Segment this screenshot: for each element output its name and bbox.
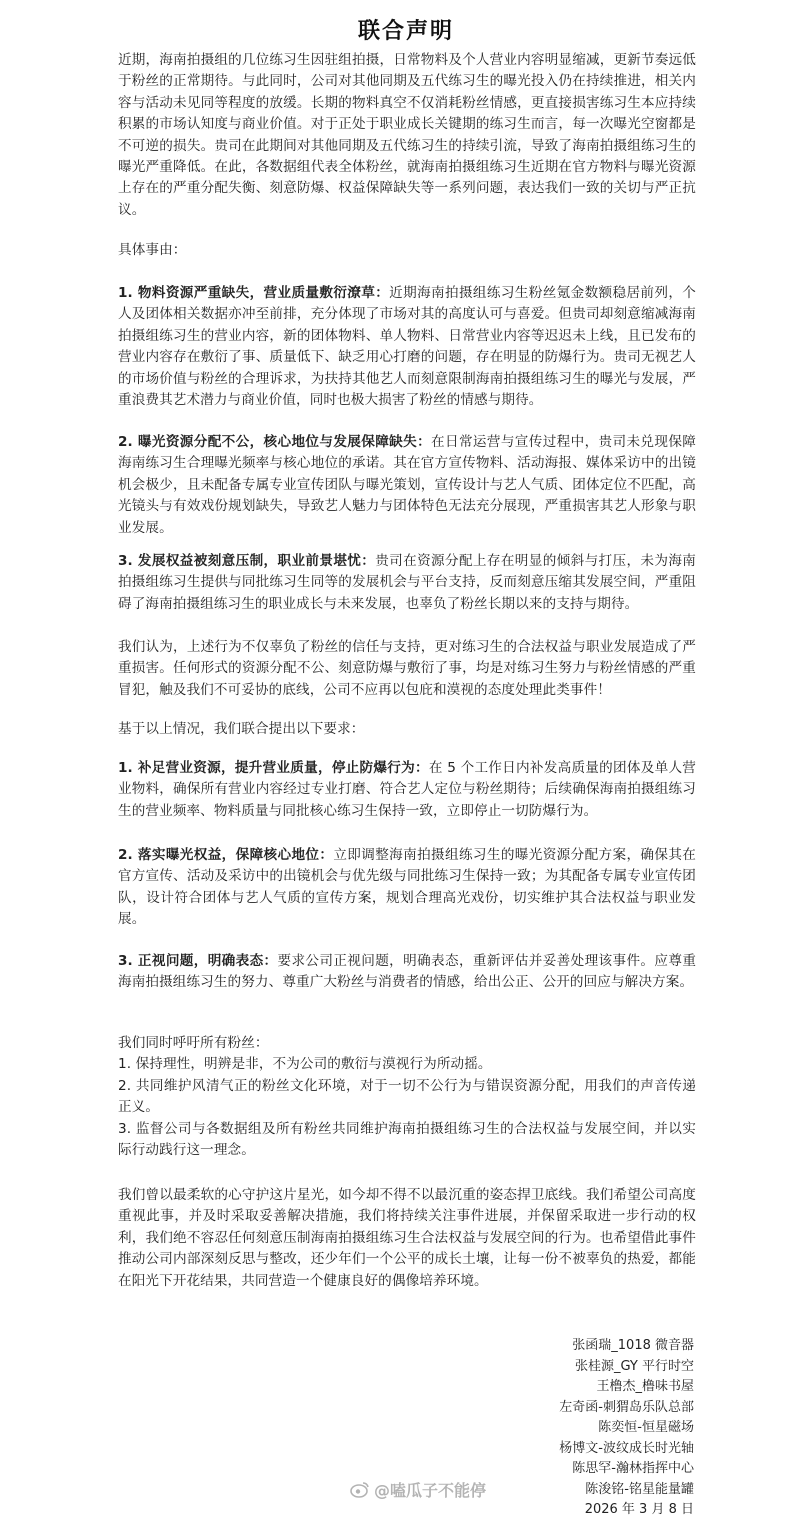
position-paragraph: 我们认为，上述行为不仅辜负了粉丝的信任与支持，更对练习生的合法权益与职业发展造成了严重损害。任何形式的资源分配不公、刻意防爆与敷衍了事，均是对练习生努力与粉丝情感的严重冒犯，触及我们不可妥协的底线，公司不应再以包庇和漠视的态度处理此类事件！ (118, 639, 696, 698)
statement-date: 2026 年 3 月 8 日 (584, 1502, 694, 1517)
signatory-7: 陈思罕-瀚林指挥中心 (572, 1461, 694, 1476)
weibo-logo-icon (350, 1480, 370, 1498)
signatory-3: 王橹杰_橹味书屋 (596, 1379, 694, 1394)
reason-1-body: 近期海南拍摄组练习生粉丝氪金数额稳居前列，个人及团体相关数据亦冲至前排，充分体现了市场对其的高度认可与喜爱。但贵司却刻意缩减海南拍摄组练习生的营业内容，新的团体物料、单人物料、日常营业内容等迟迟未上线，且已发布的营业内容存在敷衍了事、质量低下、缺乏用心打磨的问题，存在明显的防爆行为。贵司无视艺人的市场价值与粉丝的合理诉求，为扶持其他艺人而刻意限制海南拍摄组练习生的曝光与发展，严重浪费其艺术潜力与商业价值，同时也极大损害了粉丝的情感与期待。 (118, 285, 696, 409)
reason-3-lead: 3. 发展权益被刻意压制，职业前景堪忧： (118, 553, 376, 569)
reason-3-body: 贵司在资源分配上存在明显的倾斜与打压，未为海南拍摄组练习生提供与同批练习生同等的发展机会与平台支持，反而刻意压缩其发展空间，严重阻碍了海南拍摄组练习生的职业成长与未来发展，也辜负了粉丝长期以来的支持与期待。 (118, 553, 696, 612)
appeal-item-3: 3. 监督公司与各数据组及所有粉丝共同维护海南拍摄组练习生的合法权益与发展空间，并以实际行动践行这一理念。 (118, 1120, 696, 1159)
reason-2-body: 在日常运营与宣传过程中，贵司未兑现保障海南练习生合理曝光频率与核心地位的承诺。其在官方宣传物料、活动海报、媒体采访中的出镜机会极少，且未配备专属专业宣传团队与曝光策划，宣传设计与艺人气质、团体定位不匹配，高光镜头与有效戏份规划缺失，导致艺人魅力与团体特色无法充分展现，严重损害其艺人形象与职业发展。 (118, 434, 696, 536)
signatory-8: 陈浚铭-铭星能量罐 (585, 1481, 694, 1497)
appeal-section (118, 1033, 696, 1161)
signatory-5: 陈奕恒-恒星磁场 (598, 1420, 694, 1435)
watermark-text: @嗑瓜子不能停 (374, 1480, 487, 1500)
reason-item-3 (118, 551, 696, 615)
demand-1-body: 在 5 个工作日内补发高质量的团体及单人营业物料，确保所有营业内容经过专业打磨、符合艺人定位与粉丝期待；后续确保海南拍摄组练习生的营业频率、物料质量与同批核心练习生保持一致，立即停止一切防爆行为。 (118, 760, 696, 819)
demand-1-lead: 1. 补足营业资源，提升营业质量，停止防爆行为： (118, 760, 429, 776)
reason-item-1 (118, 283, 696, 411)
demand-3-body: 要求公司正视问题，明确表态，重新评估并妥善处理该事件。应尊重海南拍摄组练习生的努力、尊重广大粉丝与消费者的情感，给出公正、公开的回应与解决方案。 (118, 953, 697, 991)
demand-2-lead: 2. 落实曝光权益，保障核心地位： (118, 847, 334, 863)
document-title: 联合声明 (357, 19, 454, 44)
demand-3-lead: 3. 正视问题，明确表态： (118, 953, 278, 969)
reason-item-2 (118, 432, 696, 539)
intro-paragraph: 近期，海南拍摄组的几位练习生因驻组拍摄，日常物料及个人营业内容明显缩减，更新节奏远低于粉丝的正常期待。与此同时，公司对其他同期及五代练习生的曝光投入仍在持续推进，相关内容与活动未见同等程度的放缓。长期的物料真空不仅消耗粉丝情感，更直接损害练习生本应持续积累的市场认知度与商业价值。对于正处于职业成长关键期的练习生而言，每一次曝光空窗都是不可逆的损失。贵司在此期间对其他同期及五代练习生的持续引流，导致了海南拍摄组练习生的曝光严重降低。在此，各数据组代表全体粉丝，就海南拍摄组练习生近期在官方物料与曝光资源上存在的严重分配失衡、刻意防爆、权益保障缺失等一系列问题，表达我们一致的关切与严正抗议。 (118, 52, 696, 218)
reasons-heading: 具体事由： (118, 242, 187, 258)
reason-1-lead: 1. 物料资源严重缺失，营业质量敷衍潦草： (118, 285, 390, 301)
appeal-item-2: 2. 共同维护风清气正的粉丝文化环境，对于一切不公行为与错误资源分配，用我们的声音传递正义。 (118, 1077, 696, 1116)
demand-item-3 (118, 951, 696, 994)
demand-2-body: 立即调整海南拍摄组练习生的曝光资源分配方案，确保其在官方宣传、活动及采访中的出镜机会与优先级与同批练习生保持一致；为其配备专属专业宣传团队，设计符合团体与艺人气质的宣传方案，规划合理高光戏份，切实维护其合法权益与职业发展。 (118, 847, 696, 928)
appeal-item-1: 1. 保持理性，明辨是非，不为公司的敷衍与漠视行为所动摇。 (118, 1056, 492, 1073)
demands-heading: 基于以上情况，我们联合提出以下要求： (118, 721, 365, 737)
closing-paragraph: 我们曾以最柔软的心守护这片星光，如今却不得不以最沉重的姿态捍卫底线。我们希望公司高度重视此事，并及时采取妥善解决措施，我们将持续关注事件进展，并保留采取进一步行动的权利，我们绝不容忍任何刻意压制海南拍摄组练习生合法权益与发展空间的行为。也希望借此事件推动公司内部深刻反思与整改，还少年们一个公平的成长土壤，让每一份不被辜负的热爱，都能在阳光下开花结果，共同营造一个健康良好的偶像培养环境。 (118, 1187, 696, 1289)
signatory-1: 张函瑞_1018 微音器 (572, 1338, 694, 1353)
demand-item-1 (118, 758, 696, 822)
demand-item-2 (118, 845, 696, 931)
signatory-2: 张桂源_GY 平行时空 (575, 1358, 694, 1374)
signatory-4: 左奇函-刺猬岛乐队总部 (559, 1399, 694, 1415)
signatory-6: 杨博文-波纹成长时光轴 (559, 1440, 694, 1456)
appeal-heading: 我们同时呼吁所有粉丝： (118, 1035, 269, 1051)
reason-2-lead: 2. 曝光资源分配不公，核心地位与发展保障缺失： (118, 434, 432, 450)
weibo-watermark (350, 1476, 510, 1502)
